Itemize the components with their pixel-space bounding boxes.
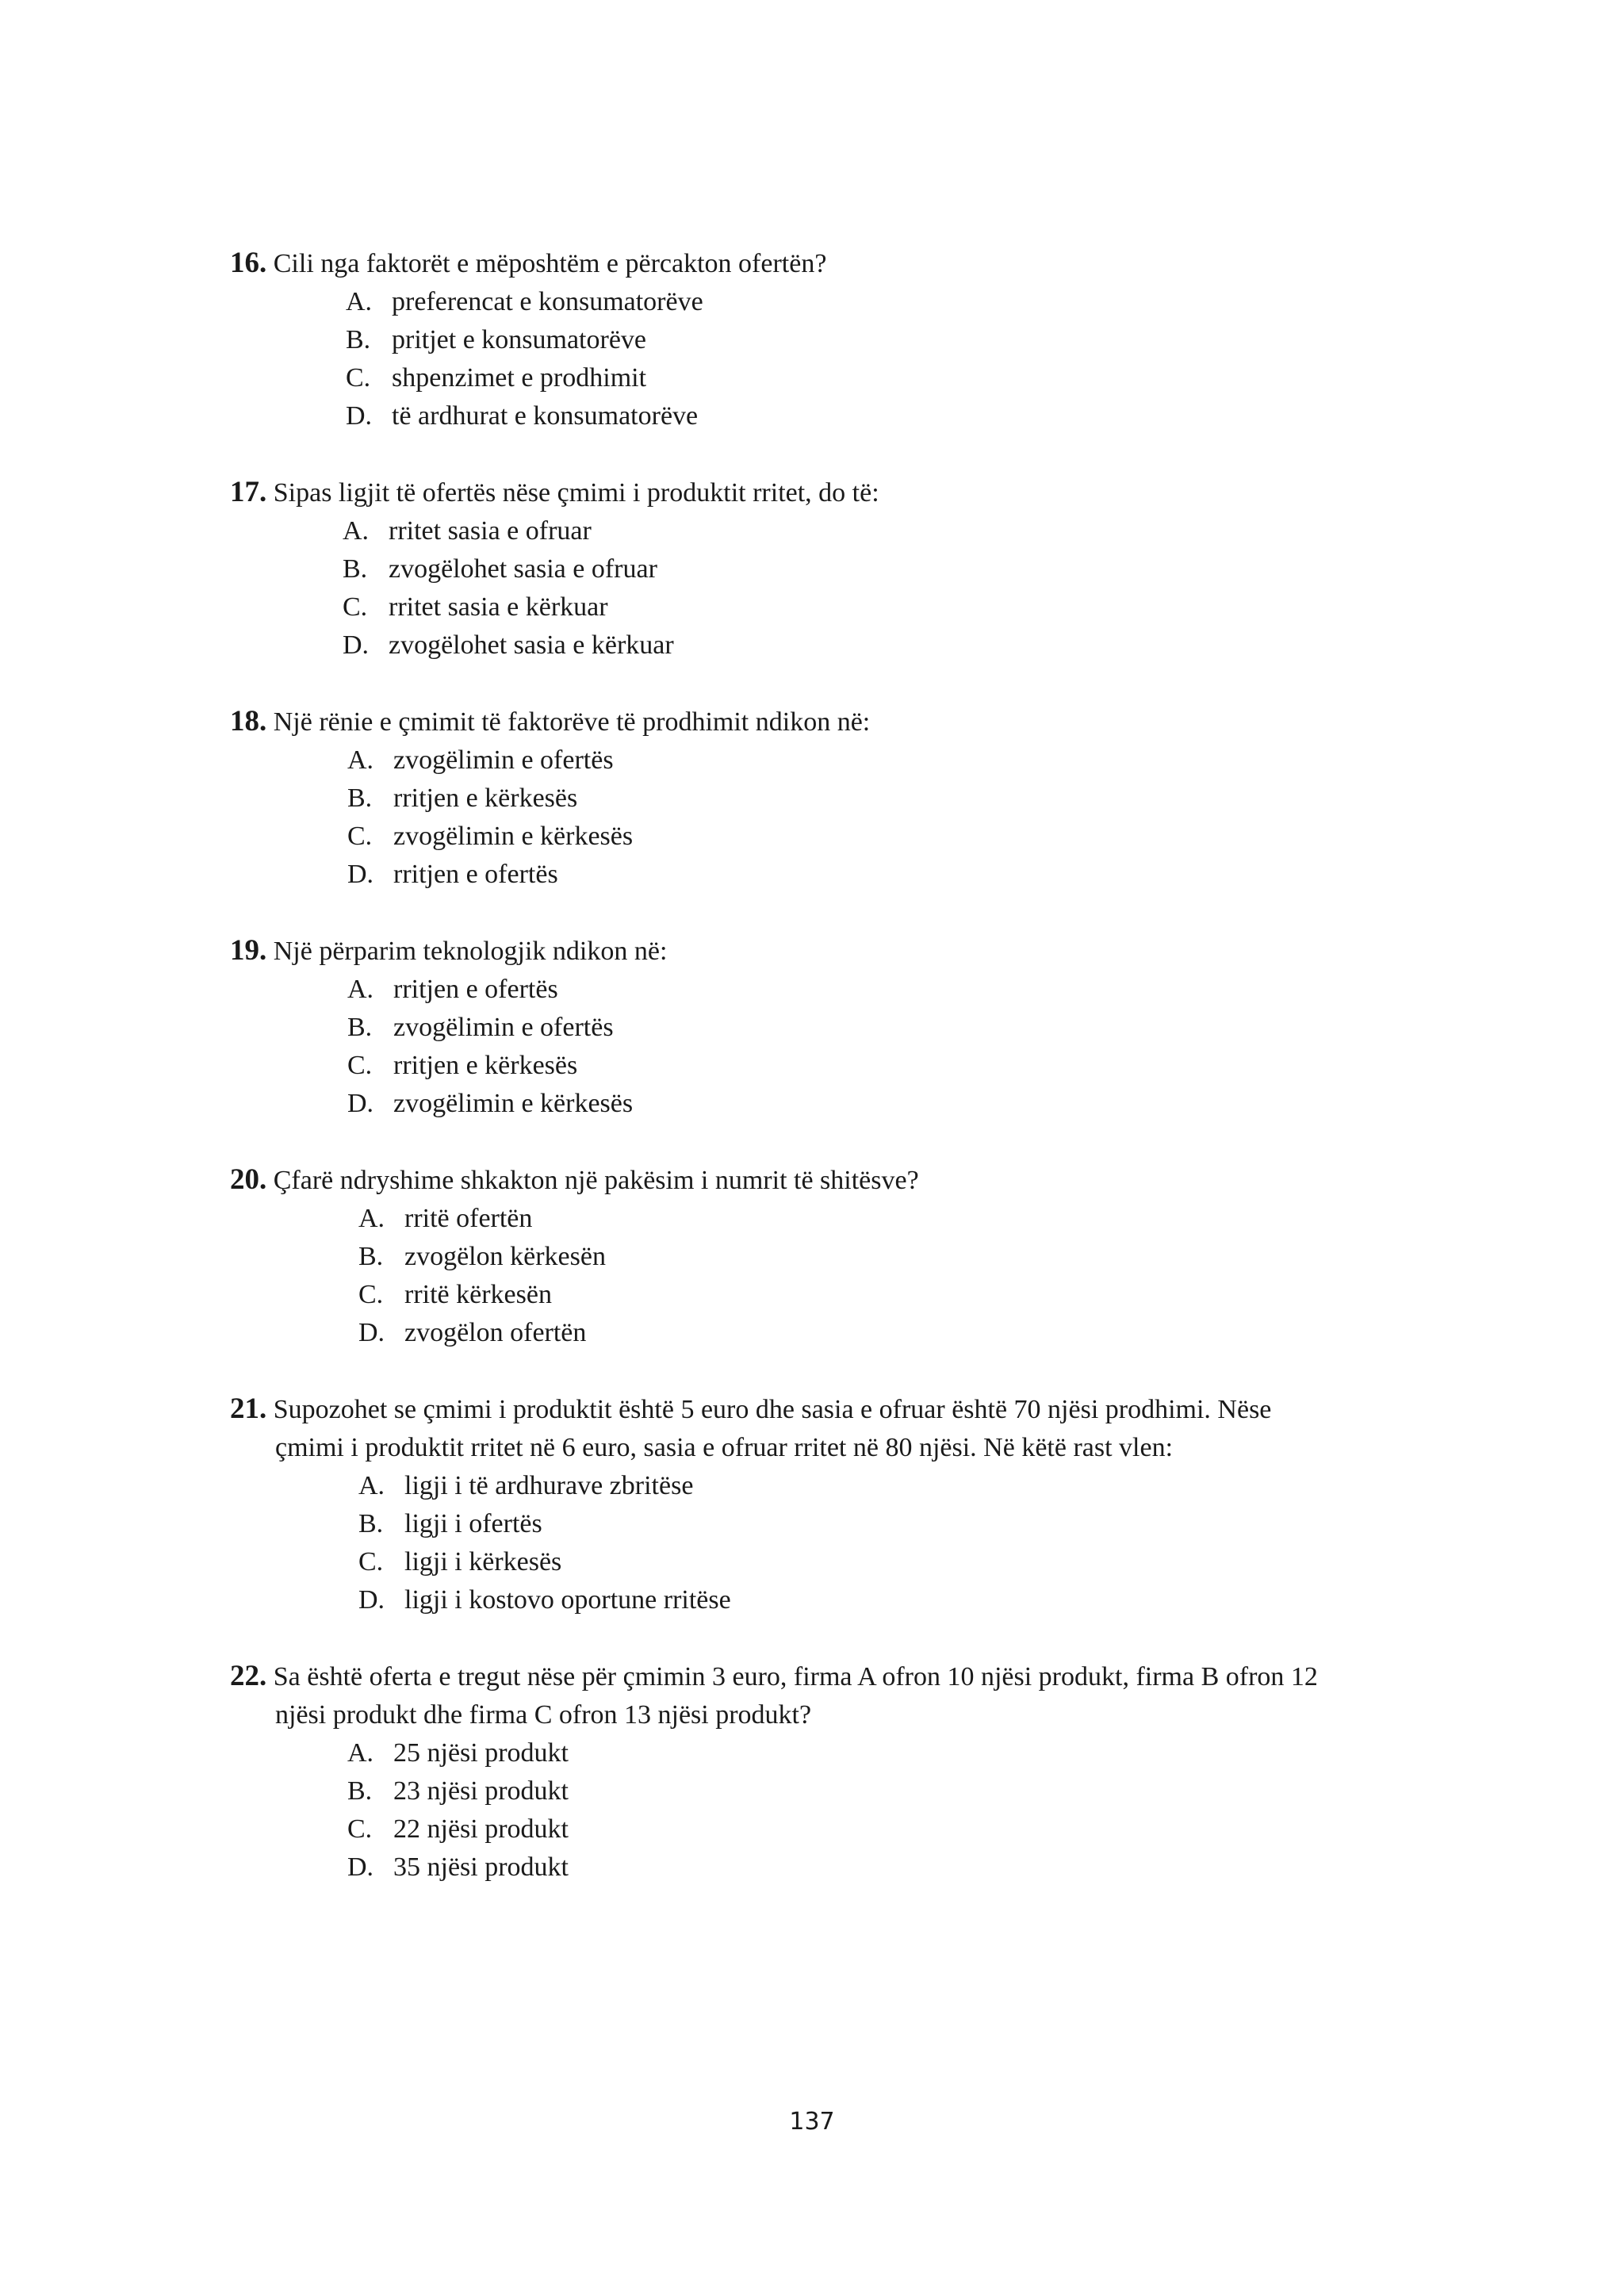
question-17 (230, 473, 1419, 665)
option-c (347, 1047, 1537, 1085)
option-letter: D. (347, 860, 374, 889)
option-letter: B. (347, 1013, 373, 1042)
option-text: 35 njësi produkt (393, 1852, 569, 1882)
option-letter: D. (358, 1318, 385, 1347)
option-letter: A. (347, 975, 374, 1004)
option-text: rritjen e kërkesës (393, 1051, 578, 1080)
option-d (346, 397, 1535, 435)
option-letter: B. (343, 554, 368, 584)
option-text: 23 njësi produkt (393, 1776, 569, 1806)
option-c (346, 359, 1535, 397)
question-22 (230, 1657, 1419, 1887)
option-b (343, 550, 1532, 588)
question-number: 16. (230, 247, 267, 279)
option-text: ligji i kërkesës (404, 1547, 562, 1576)
option-letter: A. (343, 516, 370, 546)
option-b (358, 1238, 1548, 1276)
option-d (358, 1581, 1548, 1619)
option-text: zvogëlimin e kërkesës (393, 1089, 634, 1118)
option-letter: A. (347, 745, 374, 775)
question-21 (230, 1390, 1419, 1619)
option-d (358, 1314, 1548, 1352)
option-text: 22 njësi produkt (393, 1814, 569, 1844)
question-prompt (230, 244, 1419, 283)
option-letter: D. (347, 1852, 374, 1882)
option-text: rritjen e ofertës (393, 860, 558, 889)
option-text: zvogëlon kërkesën (404, 1242, 606, 1271)
question-text-continued: njësi produkt dhe firma C ofron 13 njësi produkt? (275, 1700, 812, 1730)
question-text: Një rënie e çmimit të faktorëve të prodhimit ndikon në: (273, 707, 871, 737)
option-text: rritet sasia e kërkuar (389, 592, 608, 622)
option-letter: A. (347, 1738, 374, 1768)
option-c (358, 1276, 1548, 1314)
question-19 (230, 932, 1419, 1123)
option-letter: A. (346, 287, 373, 316)
option-letter: B. (358, 1242, 384, 1271)
option-letter: C. (346, 363, 371, 393)
option-letter: C. (347, 1814, 373, 1844)
option-text: të ardhurat e konsumatorëve (392, 401, 699, 431)
option-b (358, 1505, 1548, 1543)
question-prompt (230, 1161, 1419, 1200)
option-a (358, 1200, 1548, 1238)
option-a (347, 971, 1537, 1009)
option-text: ligji i ofertës (404, 1509, 542, 1538)
question-prompt (230, 1657, 1419, 1696)
question-text: Çfarë ndryshime shkakton një pakësim i numrit të shitësve? (273, 1166, 919, 1195)
option-letter: D. (358, 1585, 385, 1615)
question-number: 19. (230, 934, 267, 967)
option-text: zvogëlimin e ofertës (393, 1013, 614, 1042)
option-letter: C. (347, 822, 373, 851)
question-18 (230, 703, 1419, 894)
question-text: Sipas ligjit të ofertës nëse çmimi i produktit rritet, do të: (273, 478, 879, 508)
option-text: rritë ofertën (404, 1204, 533, 1233)
question-number: 20. (230, 1163, 267, 1196)
option-text: preferencat e konsumatorëve (392, 287, 703, 316)
option-text: pritjet e konsumatorëve (392, 325, 647, 354)
option-text: ligji i të ardhurave zbritëse (404, 1471, 694, 1500)
option-text: shpenzimet e prodhimit (392, 363, 647, 393)
option-letter: D. (347, 1089, 374, 1118)
question-prompt (230, 1390, 1419, 1429)
option-letter: C. (358, 1280, 384, 1309)
option-b (346, 321, 1535, 359)
question-number: 17. (230, 476, 267, 508)
option-c (358, 1543, 1548, 1581)
option-letter: B. (347, 1776, 373, 1806)
option-text: zvogëlohet sasia e kërkuar (389, 630, 674, 660)
option-a (346, 283, 1535, 321)
option-text: ligji i kostovo oportune rritëse (404, 1585, 731, 1615)
question-text: Një përparim teknologjik ndikon në: (273, 937, 668, 966)
option-letter: C. (343, 592, 368, 622)
option-text: zvogëlon ofertën (404, 1318, 587, 1347)
option-letter: D. (343, 630, 370, 660)
option-text: rritet sasia e ofruar (389, 516, 592, 546)
option-letter: D. (346, 401, 373, 431)
question-prompt (230, 473, 1419, 512)
option-text: zvogëlimin e ofertës (393, 745, 614, 775)
question-number: 18. (230, 705, 267, 737)
option-text: zvogëlimin e kërkesës (393, 822, 634, 851)
option-d (347, 1085, 1537, 1123)
option-c (347, 1810, 1537, 1849)
option-letter: C. (358, 1547, 384, 1576)
question-prompt (230, 703, 1419, 741)
option-letter: B. (347, 783, 373, 813)
question-text: Sa është oferta e tregut nëse për çmimin 3 euro, firma A ofron 10 njësi produkt, firma B ofron 12 (273, 1662, 1318, 1691)
option-a (347, 1734, 1537, 1772)
page-number: 137 (789, 2108, 835, 2136)
option-letter: A. (358, 1204, 385, 1233)
option-a (343, 512, 1532, 550)
option-d (347, 856, 1537, 894)
option-letter: B. (358, 1509, 384, 1538)
question-text: Cili nga faktorët e mëposhtëm e përcakton ofertën? (273, 249, 827, 278)
option-b (347, 1009, 1537, 1047)
question-20 (230, 1161, 1419, 1352)
option-c (343, 588, 1532, 626)
question-16 (230, 244, 1419, 435)
question-number: 21. (230, 1393, 267, 1425)
option-a (358, 1467, 1548, 1505)
option-text: rritë kërkesën (404, 1280, 552, 1309)
option-b (347, 780, 1537, 818)
option-d (343, 626, 1532, 665)
question-text-continued: çmimi i produktit rritet në 6 euro, sasia e ofruar rritet në 80 njësi. Në këtë rast vlen: (275, 1433, 1174, 1462)
question-number: 22. (230, 1660, 267, 1692)
question-prompt (230, 932, 1419, 971)
option-text: 25 njësi produkt (393, 1738, 569, 1768)
option-c (347, 818, 1537, 856)
option-text: rritjen e ofertës (393, 975, 558, 1004)
option-letter: C. (347, 1051, 373, 1080)
question-text: Supozohet se çmimi i produktit është 5 euro dhe sasia e ofruar është 70 njësi prodhimi. Nëse (273, 1395, 1272, 1424)
option-text: zvogëlohet sasia e ofruar (389, 554, 657, 584)
option-letter: A. (358, 1471, 385, 1500)
option-letter: B. (346, 325, 371, 354)
option-d (347, 1849, 1537, 1887)
option-text: rritjen e kërkesës (393, 783, 578, 813)
option-b (347, 1772, 1537, 1810)
option-a (347, 741, 1537, 780)
